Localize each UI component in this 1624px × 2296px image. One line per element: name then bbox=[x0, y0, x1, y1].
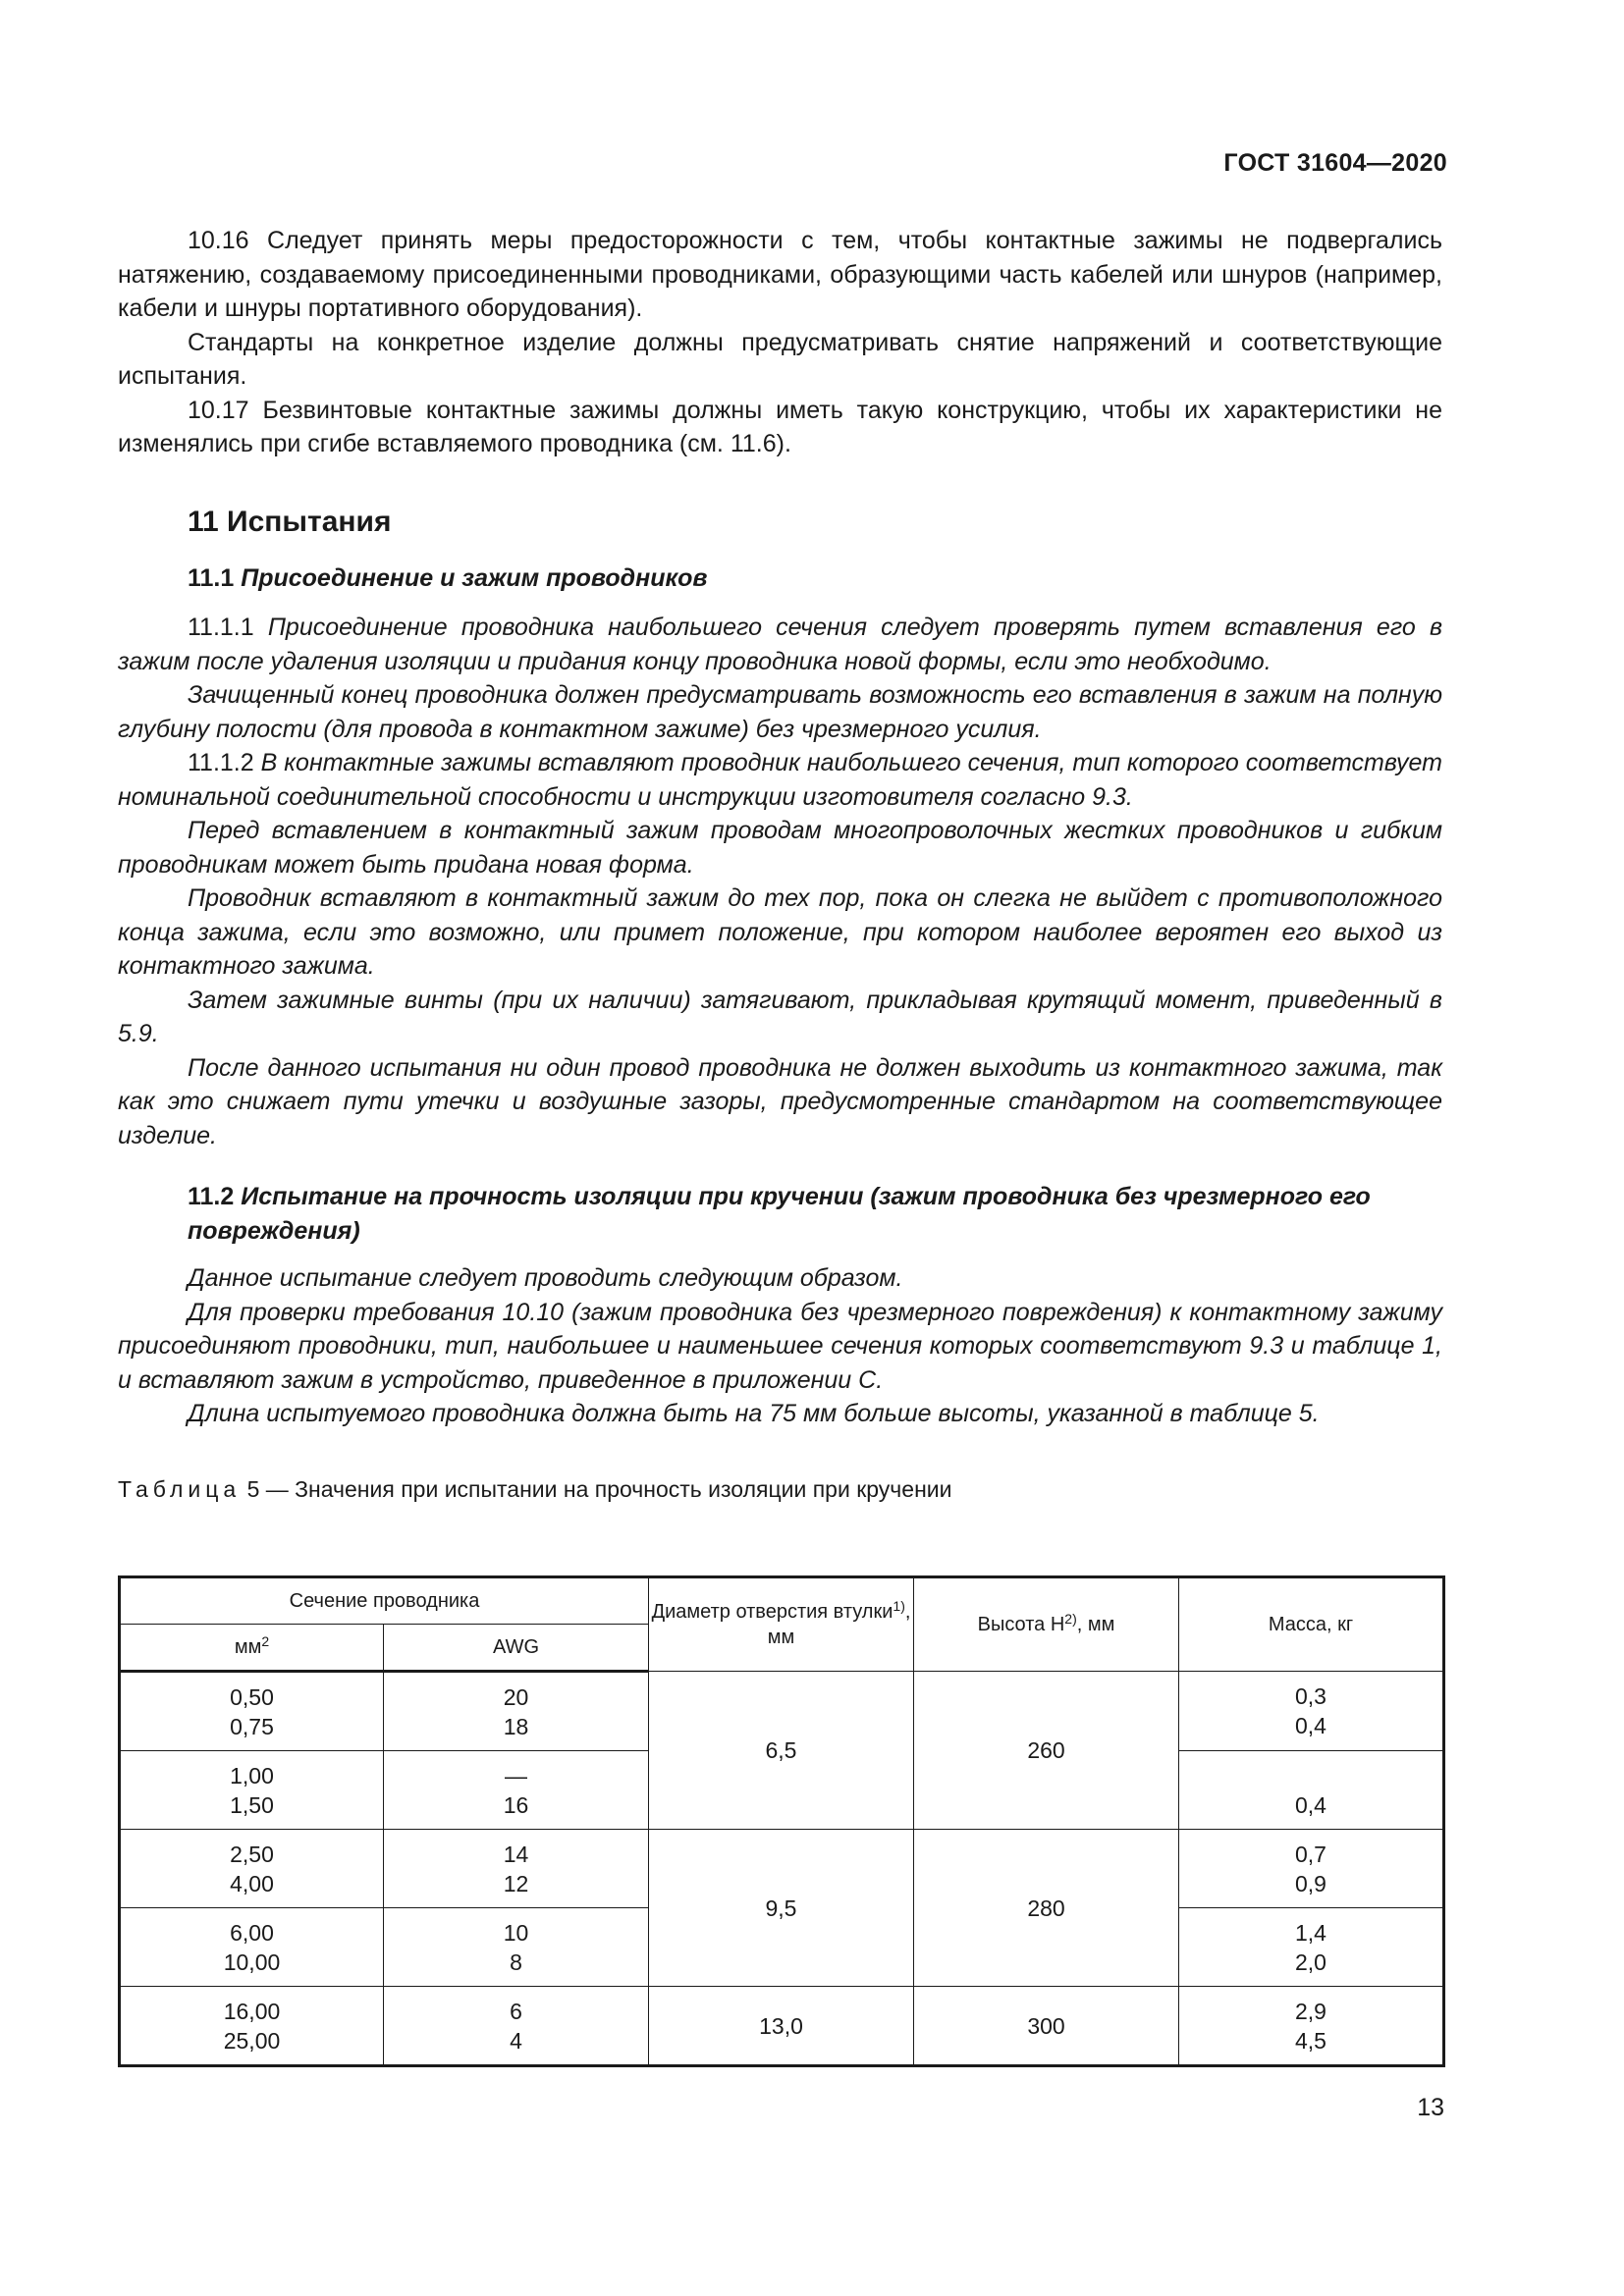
cell-awg-value: 10 bbox=[503, 1919, 529, 1946]
cell-awg-value: 18 bbox=[503, 1713, 529, 1739]
clause-text: В контактные зажимы вставляют проводник наибольшего сечения, тип которого соответствует номинальной соединительной способности и инструкции изготовителя согласно 9.3. bbox=[118, 749, 1442, 811]
cell-height-value: 300 bbox=[1027, 2012, 1065, 2039]
cell-mm2 bbox=[120, 1908, 384, 1987]
paragraph-tighten: Затем зажимные винты (при их наличии) затягивают, прикладывая крутящий момент, приведенный в 5.9. bbox=[118, 986, 1442, 1047]
subsection-number: 11.2 bbox=[188, 1183, 235, 1210]
clause-number: 11.1.1 bbox=[188, 614, 254, 641]
cell-awg bbox=[384, 1751, 649, 1830]
cell-awg-value: 16 bbox=[503, 1791, 529, 1818]
cell-awg bbox=[384, 1987, 649, 2066]
cell-mm2-value: 4,00 bbox=[230, 1870, 274, 1896]
paragraph-11-1-2 bbox=[118, 746, 1442, 814]
cell-awg-value: 6 bbox=[510, 1998, 522, 2024]
cell-height bbox=[914, 1672, 1179, 1830]
cell-awg-value: 20 bbox=[503, 1683, 529, 1710]
subsection-11-1-heading bbox=[188, 561, 1442, 596]
document-number: ГОСТ 31604—2020 bbox=[1223, 149, 1447, 177]
cell-mass-value: 2,0 bbox=[1295, 1949, 1326, 1975]
table-row bbox=[120, 1830, 1444, 1908]
subsection-title: Присоединение и зажим проводников bbox=[241, 563, 708, 592]
caption-text: — Значения при испытании на прочность изоляции при кручении bbox=[265, 1475, 952, 1502]
cell-mass-value bbox=[1179, 1761, 1442, 1790]
clause-number: 11.1.2 bbox=[188, 749, 254, 776]
cell-awg-value: — bbox=[505, 1762, 527, 1789]
cell-mass bbox=[1179, 1908, 1444, 1987]
table-caption bbox=[118, 1474, 1442, 1504]
cell-height-value: 280 bbox=[1027, 1895, 1065, 1921]
cell-awg bbox=[384, 1830, 649, 1908]
cell-mm2-value: 1,00 bbox=[230, 1762, 274, 1789]
subsection-number: 11.1 bbox=[188, 563, 235, 592]
cell-awg bbox=[384, 1908, 649, 1987]
cell-diameter bbox=[649, 1987, 914, 2066]
subsection-11-2-heading bbox=[188, 1180, 1442, 1248]
cell-mm2 bbox=[120, 1672, 384, 1751]
cell-mass-value: 1,4 bbox=[1295, 1919, 1326, 1946]
cell-height bbox=[914, 1987, 1179, 2066]
cell-mass bbox=[1179, 1751, 1444, 1830]
table-body bbox=[120, 1672, 1444, 2066]
cell-mass-value: 0,9 bbox=[1295, 1870, 1326, 1896]
header-awg: AWG bbox=[384, 1625, 649, 1672]
cell-diameter bbox=[649, 1672, 914, 1830]
paragraph-11-1-1 bbox=[118, 611, 1442, 678]
cell-height bbox=[914, 1830, 1179, 1987]
cell-mass bbox=[1179, 1672, 1444, 1751]
cell-mass-value: 0,7 bbox=[1295, 1841, 1326, 1867]
subsection-title: Испытание на прочность изоляции при кручении (зажим проводника без чрезмерного его повреждения) bbox=[188, 1183, 1371, 1245]
cell-mm2-value: 1,50 bbox=[230, 1791, 274, 1818]
cell-mass-value: 0,4 bbox=[1295, 1713, 1326, 1738]
cell-mm2-value: 6,00 bbox=[230, 1919, 274, 1946]
cell-mass-value: 0,3 bbox=[1295, 1683, 1326, 1709]
cell-mass-value: 4,5 bbox=[1295, 2027, 1326, 2054]
paragraph-10-17: 10.17 Безвинтовые контактные зажимы должны иметь такую конструкцию, чтобы их характеристики не изменялись при сгибе вставляемого проводника (см. 11.6). bbox=[118, 396, 1442, 457]
cell-awg-value: 14 bbox=[503, 1841, 529, 1867]
header-diameter: Диаметр отверстия втулки$^{1)}$, мм bbox=[649, 1577, 914, 1672]
paragraph-stripped-end: Зачищенный конец проводника должен предусматривать возможность его вставления в зажим на полную глубину полости (для провода в контактном зажиме) без чрезмерного усилия. bbox=[118, 681, 1442, 743]
header-height: Высота $H^{2)}$, мм bbox=[914, 1577, 1179, 1672]
header-mass: Масса, кг bbox=[1179, 1577, 1444, 1672]
torsion-test-table bbox=[118, 1575, 1445, 2067]
cell-awg-value: 8 bbox=[510, 1949, 522, 1975]
table-row bbox=[120, 1987, 1444, 2066]
cell-awg-value: 12 bbox=[503, 1870, 529, 1896]
paragraph-10-16: 10.16 Следует принять меры предосторожности с тем, чтобы контактные зажимы не подвергались натяжению, создаваемому присоединенными проводниками, образующими часть кабелей или шнуров (например, кабели и шнуры портативного оборудования). bbox=[118, 227, 1442, 322]
header-mm2: $мм^2$ bbox=[120, 1625, 384, 1672]
cell-mm2-value: 0,50 bbox=[230, 1683, 274, 1710]
paragraph-length: Длина испытуемого проводника должна быть на 75 мм больше высоты, указанной в таблице 5. bbox=[188, 1400, 1320, 1427]
paragraph-standards: Стандарты на конкретное изделие должны предусматривать снятие напряжений и соответствующие испытания. bbox=[118, 328, 1442, 390]
header-conductor-section: Сечение проводника bbox=[120, 1577, 649, 1625]
section-title: 11 Испытания bbox=[188, 505, 392, 538]
cell-mm2 bbox=[120, 1830, 384, 1908]
paragraph-test-method: Данное испытание следует проводить следующим образом. bbox=[188, 1264, 903, 1292]
cell-mass bbox=[1179, 1987, 1444, 2066]
cell-awg-value: 4 bbox=[510, 2027, 522, 2054]
cell-awg bbox=[384, 1672, 649, 1751]
cell-mass-value: 0,4 bbox=[1295, 1791, 1326, 1818]
cell-diameter-value: 9,5 bbox=[765, 1895, 797, 1921]
caption-label: Таблица bbox=[118, 1475, 242, 1502]
paragraph-verification: Для проверки требования 10.10 (зажим проводника без чрезмерного повреждения) к контактному зажиму присоединяют проводники, тип, наибольшее и наименьшее сечения которых соответствуют 9.3 и таблице 1, и вставляют зажим в устройство, приведенное в приложении С. bbox=[118, 1298, 1442, 1394]
cell-mm2-value: 25,00 bbox=[223, 2027, 281, 2054]
cell-mm2-value: 16,00 bbox=[223, 1998, 281, 2024]
cell-mm2-value: 0,75 bbox=[230, 1713, 274, 1739]
cell-mm2 bbox=[120, 1751, 384, 1830]
cell-diameter-value: 6,5 bbox=[765, 1737, 797, 1763]
table-row bbox=[120, 1672, 1444, 1751]
page-number: 13 bbox=[1417, 2094, 1444, 2121]
cell-mm2-value: 10,00 bbox=[223, 1949, 281, 1975]
paragraph-new-form: Перед вставлением в контактный зажим проводам многопроволочных жестких проводников и гибким проводникам может быть придана новая форма. bbox=[118, 817, 1442, 879]
cell-diameter bbox=[649, 1830, 914, 1987]
cell-diameter-value: 13,0 bbox=[759, 2012, 803, 2039]
cell-mm2 bbox=[120, 1987, 384, 2066]
cell-height-value: 260 bbox=[1027, 1737, 1065, 1763]
document-body bbox=[118, 224, 1442, 1504]
cell-mass-value: 2,9 bbox=[1295, 1998, 1326, 2024]
clause-text: Присоединение проводника наибольшего сечения следует проверять путем вставления его в зажим после удаления изоляции и придания концу проводника новой формы, если это необходимо. bbox=[118, 614, 1442, 675]
paragraph-after-test: После данного испытания ни один провод проводника не должен выходить из контактного зажима, так как это снижает пути утечки и воздушные зазоры, предусмотренные стандартом на соответствующее изделие. bbox=[118, 1053, 1442, 1149]
paragraph-insert: Проводник вставляют в контактный зажим до тех пор, пока он слегка не выйдет с противоположного конца зажима, если это возможно, или примет положение, при котором наиболее вероятен его выход из контактного зажима. bbox=[118, 884, 1442, 980]
caption-number: 5 bbox=[246, 1475, 260, 1502]
cell-mm2-value: 2,50 bbox=[230, 1841, 274, 1867]
cell-mass bbox=[1179, 1830, 1444, 1908]
